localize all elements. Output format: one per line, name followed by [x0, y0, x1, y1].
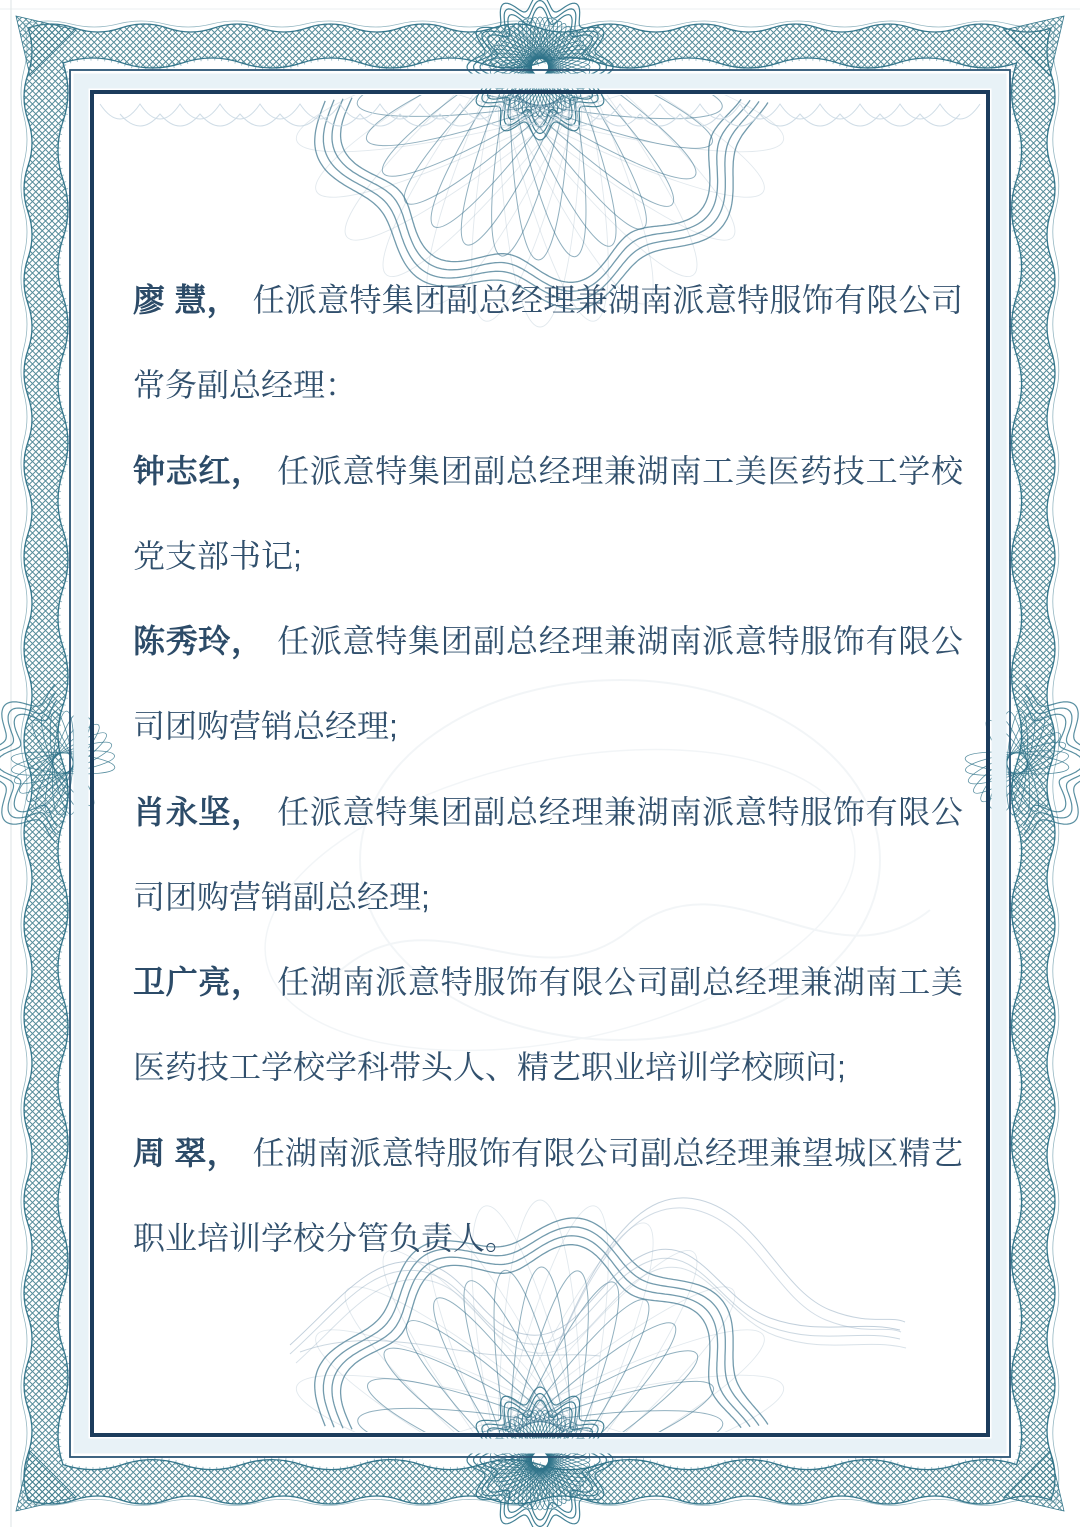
appointment-line-1 [133, 770, 963, 855]
appointment-title-text: 任湖南派意特服饰有限公司副总经理兼望城区精艺 [252, 1134, 963, 1171]
appointment-line-1 [133, 429, 963, 514]
appointment-title-text: 任派意特集团副总经理兼湖南派意特服饰有限公 [277, 793, 963, 830]
appointment-line-2: 司团购营销副总经理; [133, 878, 430, 915]
person-name: 钟志红， [133, 452, 264, 489]
appointment-title-text: 任派意特集团副总经理兼湖南派意特服饰有限公 [277, 623, 963, 659]
person-name: 肖永坚， [133, 793, 264, 830]
appointment-title-text: 任湖南派意特服饰有限公司副总经理兼湖南工美 [277, 964, 963, 1000]
appointment-paragraph [133, 770, 963, 941]
appointment-paragraph [133, 599, 963, 770]
appointment-paragraph [133, 1111, 963, 1282]
appointment-line-2: 职业培训学校分管负责人。 [133, 1219, 518, 1256]
appointment-paragraph [133, 258, 963, 429]
person-name: 廖 慧， [133, 282, 240, 318]
appointment-line-2: 常务副总经理： [133, 367, 358, 404]
appointment-line-2: 党支部书记; [133, 537, 302, 574]
appointment-line-1 [133, 940, 963, 1025]
person-name: 周 翠， [133, 1134, 240, 1171]
person-name: 陈秀玲， [133, 623, 264, 659]
appointment-line-1 [133, 258, 963, 343]
appointment-text-block [133, 258, 963, 1281]
appointment-title-text: 任派意特集团副总经理兼湖南工美医药技工学校 [277, 452, 963, 489]
appointment-line-2: 司团购营销总经理; [133, 708, 398, 745]
appointment-line-2: 医药技工学校学科带头人、精艺职业培训学校顾问; [133, 1049, 846, 1086]
appointment-line-1 [133, 599, 963, 684]
appointment-title-text: 任派意特集团副总经理兼湖南派意特服饰有限公司 [252, 282, 963, 318]
appointment-paragraph [133, 940, 963, 1111]
person-name: 卫广亮， [133, 964, 264, 1000]
appointment-line-1 [133, 1111, 963, 1196]
appointment-paragraph [133, 429, 963, 600]
